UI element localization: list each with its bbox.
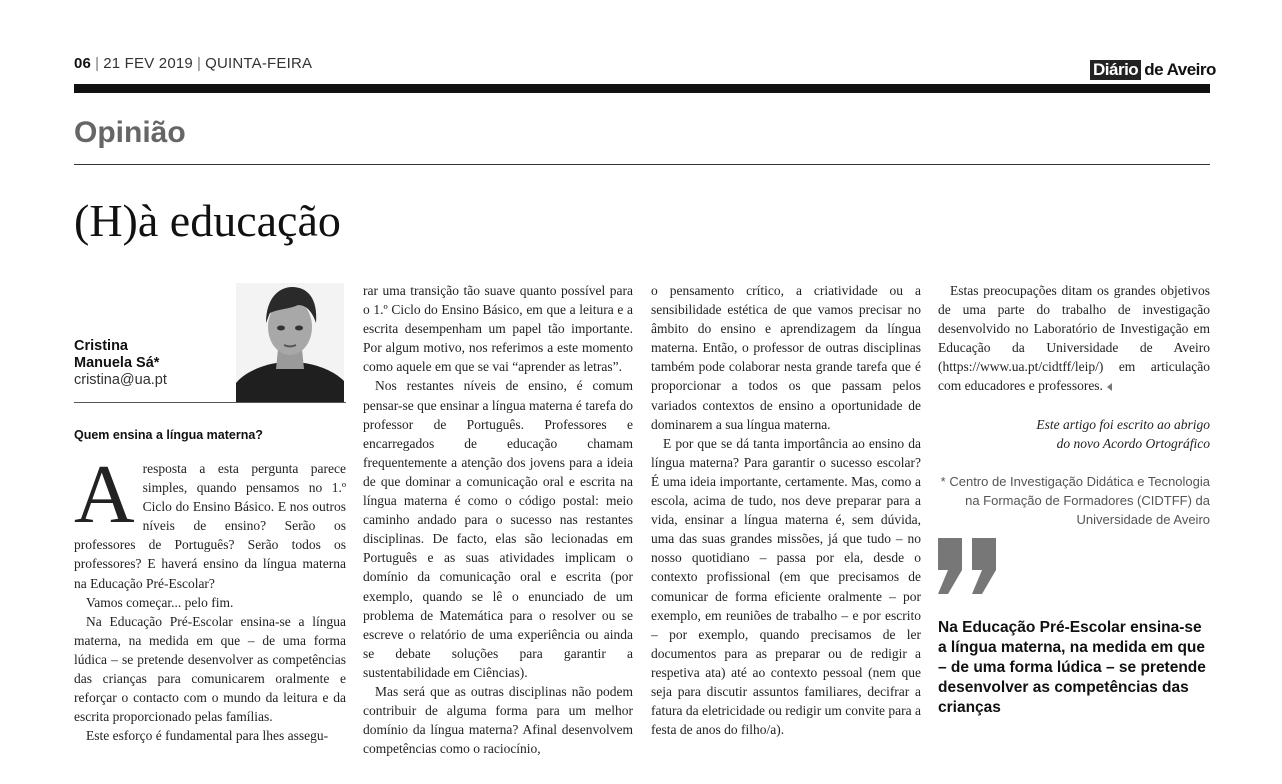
paragraph: rar uma transição tão suave quanto possível para o 1.º Ciclo do Ensino Básico, em que a leitura e a escrita desempenham um papel tão importante. Por algum motivo, nos referimos a este momento como aquele em que se vai “aprender as letras”. (363, 283, 633, 375)
header-rule (74, 84, 1210, 93)
pull-quote: Na Educação Pré-Escolar ensina-se a língua materna, na medida em que – de uma forma lúdica – se pretende desenvolver as competências das crianças (938, 619, 1206, 716)
issue-weekday: QUINTA-FEIRA (205, 55, 313, 72)
section-rule (74, 164, 1210, 165)
article-column-2 (363, 281, 633, 758)
section-title: Opinião (74, 116, 186, 149)
author-email: cristina@ua.pt (74, 372, 167, 388)
paragraph: Mas será que as outras disciplinas não podem contribuir de alguma forma para um melhor domínio da língua materna? Afinal desenvolvem competências como o raciocínio, (363, 683, 633, 757)
article-headline: (H)à educação (74, 195, 341, 246)
author-affiliation: * Centro de Investigação Didática e Tecnologia na Formação de Formadores (CIDTFF) da Universidade de Aveiro (940, 473, 1210, 527)
paragraph: o pensamento crítico, a criatividade ou a sensibilidade estética de que vamos precisar no âmbito do ensino e aprendizagem da língua materna. Então, o professor de outras disciplinas também pode colaborar nesta grande tarefa que é proporcionar a todos os que passam pelos variados contextos de ensino a oportunidade de dominarem a sua língua materna. (651, 283, 921, 432)
article-column-1 (74, 448, 346, 745)
paragraph: Vamos começar... pelo fim. (86, 594, 234, 610)
orthography-note: Este artigo foi escrito ao abrigo do novo Acordo Ortográfico (1036, 416, 1210, 451)
logo-text: de Aveiro (1144, 60, 1216, 79)
paragraph: Na Educação Pré-Escolar ensina-se a língua materna, na medida em que – de uma forma lúdica – se pretende desenvolver as competências das crianças para comunicarem oralmente e reforçar o contacto com o mundo da leitura e da escrita proporcionado pelas famílias. (74, 613, 346, 725)
page-number: 06 (74, 55, 92, 72)
author-name-line1: Cristina (74, 338, 128, 354)
author-name-line2: Manuela Sá* (74, 355, 160, 371)
author-name (74, 338, 159, 372)
article-subhead: Quem ensina a língua materna? (74, 428, 263, 442)
issue-date: 21 FEV 2019 (103, 55, 193, 72)
paragraph: Este esforço é fundamental para lhes assegu- (86, 728, 329, 744)
newspaper-logo (1090, 60, 1216, 80)
paragraph: Estas preocupações ditam os grandes objetivos de uma parte do trabalho de investigação desenvolvido no Laboratório de Investigação em Educação da Universidade de Aveiro (https://www.ua.pt/cidtff/leip/) em articulação com educadores e professores. (938, 283, 1210, 394)
paragraph: Nos restantes níveis de ensino, é comum pensar-se que ensinar a língua materna é tarefa do professor de Português. Professores e encarregados de educação chamam frequentemente a atenção dos jovens para a ideia de que dominar a comunicação oral e escrita na língua materna é como o código postal: meio caminho andado para o sucesso nas restantes disciplinas. De facto, elas são lecionadas em Português e as suas atividades implicam o domínio da comunicação oral e escrita (por exemplo, quando se lê o enunciado de um problema de Matemática para o resolver ou se escreve o relatório de uma experiência ou ainda se debate soluções para garantir a sustentabilidade em Ciências). (363, 378, 633, 680)
article-column-4 (938, 281, 1210, 529)
quote-mark-icon (936, 536, 1000, 596)
drop-cap: A (74, 448, 135, 541)
article-column-3 (651, 281, 921, 739)
author-rule (74, 402, 346, 403)
paragraph: Aresposta a esta pergunta parece simples, quando pensamos no 1.º Ciclo do Ensino Básico. E nos outros níveis de ensino? Serão os professores de Português? Serão todos os professores? E haverá ensino da língua materna na Educação Pré-Escolar? (74, 448, 346, 591)
end-mark-icon (1107, 383, 1112, 391)
author-photo (236, 283, 344, 402)
logo-box: Diário (1090, 60, 1141, 80)
page-header: 06 | 21 FEV 2019 | QUINTA-FEIRA (74, 55, 313, 72)
paragraph: E por que se dá tanta importância ao ensino da língua materna? Para garantir o sucesso escolar? É uma ideia importante, certamente. Mas, como a escola, acima de tudo, nos deve preparar para a vida, ensinar a língua materna é, sem dúvida, uma das suas grandes missões, já que tudo – no nosso quotidiano – passa por ela, desde o contexto profissional (em que precisamos de comunicar de forma eficiente oralmente – por exemplo, em reuniões de trabalho – e por escrito – por exemplo, quando precisamos de ler documentos para as preparar ou de redigir a respetiva ata) até ao contexto pessoal (nem que seja para discutir assuntos familiares, decifrar a fatura da eletricidade ou redigir um convite para a festa de anos do filho/a). (651, 435, 921, 738)
author-portrait-icon (236, 283, 344, 402)
